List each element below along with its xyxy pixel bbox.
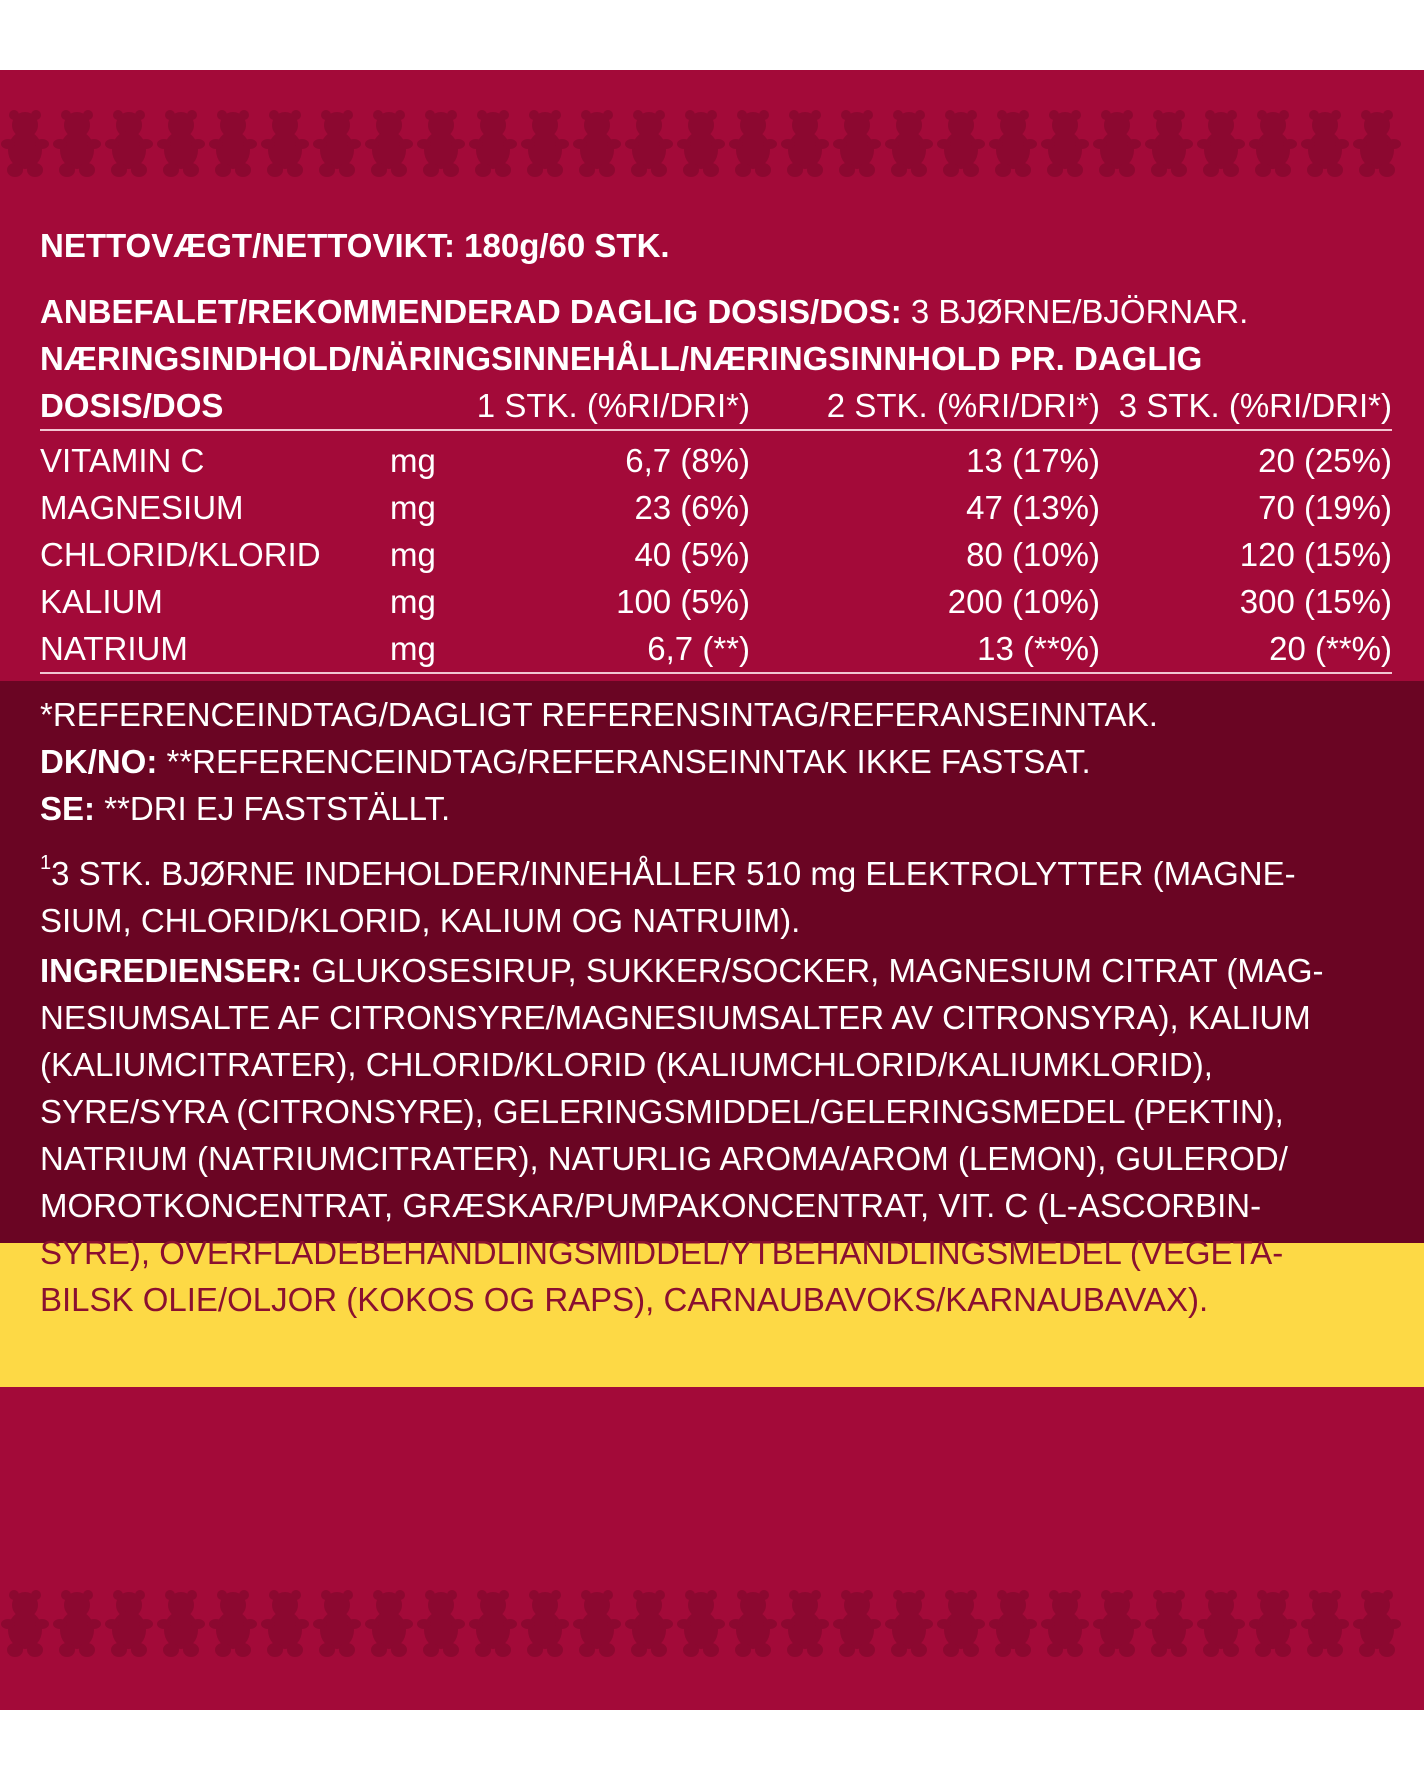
bear-pattern-top <box>0 90 1424 202</box>
bear-icon <box>885 1590 933 1657</box>
bear-icon <box>833 110 881 177</box>
bear-icon <box>625 1590 673 1657</box>
electrolytes-line: SIUM, CHLORID/KLORID, KALIUM OG NATRUIM). <box>40 902 801 939</box>
nutrient-name: NATRIUM <box>40 629 188 667</box>
bear-icon <box>989 110 1037 177</box>
bear-icon <box>625 110 673 177</box>
header-1-stk: 1 STK. (%RI/DRI*) <box>476 386 750 424</box>
bear-icon <box>365 1590 413 1657</box>
bear-icon <box>313 110 361 177</box>
bear-icon <box>417 1590 465 1657</box>
ingredients-line: NESIUMSALTE AF CITRONSYRE/MAGNESIUMSALTER AV CITRONSYRA), KALIUM <box>40 999 1311 1036</box>
value-1-stk: 100 (5%) <box>616 582 750 620</box>
daily-dose-value: 3 BJØRNE/BJÖRNAR. <box>910 293 1249 330</box>
bear-icon <box>1145 1590 1193 1657</box>
value-2-stk: 47 (13%) <box>966 488 1100 526</box>
bear-icon <box>417 110 465 177</box>
electrolytes-text: 3 STK. BJØRNE INDEHOLDER/INNEHÅLLER 510 mg ELEKTROLYTTER (MAGNE- <box>51 855 1296 892</box>
daily-dose-label: ANBEFALET/REKOMMENDERAD DAGLIG DOSIS/DOS: <box>40 293 902 330</box>
nutrient-name: VITAMIN C <box>40 441 205 479</box>
daily-dose <box>40 288 1392 335</box>
nutrition-header-row <box>40 382 1392 430</box>
bear-icon <box>53 1590 101 1657</box>
bear-icon <box>573 1590 621 1657</box>
bear-icon <box>677 1590 725 1657</box>
table-row <box>40 531 1392 578</box>
bear-icon <box>1249 1590 1297 1657</box>
ingredients-label: INGREDIENSER: <box>40 952 303 989</box>
ingredients-line: NATRIUM (NATRIUMCITRATER), NATURLIG AROMA/AROM (LEMON), GULEROD/ <box>40 1140 1288 1177</box>
label-panel <box>0 70 1424 1710</box>
nutrient-unit: mg <box>390 582 436 620</box>
bear-icon <box>1301 1590 1349 1657</box>
electrolytes-note <box>40 850 1392 944</box>
nutrient-unit: mg <box>390 629 436 667</box>
bear-icon <box>1 1590 49 1657</box>
bear-icon <box>53 110 101 177</box>
table-row <box>40 430 1392 484</box>
bear-icon <box>209 1590 257 1657</box>
bear-icon <box>989 1590 1037 1657</box>
bear-icon <box>157 1590 205 1657</box>
nutrient-unit: mg <box>390 488 436 526</box>
table-row <box>40 625 1392 673</box>
net-weight-label: NETTOVÆGT/NETTOVIKT: <box>40 227 455 264</box>
bear-icon <box>729 110 777 177</box>
footnote-se <box>40 785 1392 832</box>
bear-icon <box>469 1590 517 1657</box>
bear-icon <box>573 110 621 177</box>
header-dosis: DOSIS/DOS <box>40 386 224 424</box>
bear-icon <box>1353 110 1401 177</box>
bear-icon <box>1041 110 1089 177</box>
bear-icon <box>1 110 49 177</box>
bear-icon <box>261 110 309 177</box>
bear-icon <box>105 110 153 177</box>
value-2-stk: 13 (17%) <box>966 441 1100 479</box>
value-3-stk: 120 (15%) <box>1239 535 1392 573</box>
bear-icon <box>365 110 413 177</box>
ingredients-line: BILSK OLIE/OLJOR (KOKOS OG RAPS), CARNAUBAVOKS/KARNAUBAVAX). <box>40 1281 1209 1318</box>
ingredients-line: (KALIUMCITRATER), CHLORID/KLORID (KALIUMCHLORID/KALIUMKLORID), <box>40 1046 1213 1083</box>
nutrient-name: MAGNESIUM <box>40 488 244 526</box>
bear-icon <box>1249 110 1297 177</box>
bear-icon <box>781 110 829 177</box>
bear-icon <box>885 110 933 177</box>
ingredients-line: SYRE/SYRA (CITRONSYRE), GELERINGSMIDDEL/GELERINGSMEDEL (PEKTIN), <box>40 1093 1284 1130</box>
nutrient-unit: mg <box>390 441 436 479</box>
bear-icon <box>1093 110 1141 177</box>
header-3-stk: 3 STK. (%RI/DRI*) <box>1118 386 1392 424</box>
nutrient-name: KALIUM <box>40 582 163 620</box>
bear-icon <box>729 1590 777 1657</box>
net-weight <box>40 222 1392 269</box>
bear-icon <box>781 1590 829 1657</box>
table-row <box>40 484 1392 531</box>
bear-icon <box>521 1590 569 1657</box>
bear-pattern-bottom <box>0 1570 1424 1682</box>
bear-icon <box>1041 1590 1089 1657</box>
value-1-stk: 6,7 (**) <box>647 629 750 667</box>
table-row <box>40 578 1392 625</box>
footnote-dk-no <box>40 738 1392 785</box>
ingredients-line <box>40 947 1392 994</box>
nutrition-table <box>40 382 1392 674</box>
value-2-stk: 80 (10%) <box>966 535 1100 573</box>
ingredients-line: SYRE), OVERFLADEBEHANDLINGSMIDDEL/YTBEHANDLINGSMEDEL (VEGETA- <box>40 1234 1284 1271</box>
bear-icon <box>1197 110 1245 177</box>
bear-icon <box>313 1590 361 1657</box>
value-1-stk: 23 (6%) <box>634 488 750 526</box>
bear-icon <box>209 110 257 177</box>
bear-icon <box>469 110 517 177</box>
bear-icon <box>833 1590 881 1657</box>
header-2-stk: 2 STK. (%RI/DRI*) <box>826 386 1100 424</box>
nutrient-unit: mg <box>390 535 436 573</box>
bear-icon <box>105 1590 153 1657</box>
bear-icon <box>1353 1590 1401 1657</box>
bear-icon <box>521 110 569 177</box>
footnote-dk-no-label: DK/NO: <box>40 743 158 780</box>
ingredients-line: MOROTKONCENTRAT, GRÆSKAR/PUMPAKONCENTRAT, VIT. C (L-ASCORBIN- <box>40 1187 1262 1224</box>
nutrition-heading: NÆRINGSINDHOLD/NÄRINGSINNEHÅLL/NÆRINGSINNHOLD PR. DAGLIG <box>40 340 1203 377</box>
footnote-se-label: SE: <box>40 790 96 827</box>
value-2-stk: 200 (10%) <box>947 582 1100 620</box>
value-1-stk: 40 (5%) <box>634 535 750 573</box>
footnote-reference: *REFERENCEINDTAG/DAGLIGT REFERENSINTAG/REFERANSEINNTAK. <box>40 696 1158 733</box>
electrolytes-line <box>40 850 1392 897</box>
footnotes <box>40 691 1392 832</box>
bear-icon <box>937 110 985 177</box>
bear-icon <box>1197 1590 1245 1657</box>
footnote-marker: 1 <box>40 852 52 874</box>
bear-icon <box>937 1590 985 1657</box>
footnote-dk-no-text: **REFERENCEINDTAG/REFERANSEINNTAK IKKE FASTSAT. <box>166 743 1091 780</box>
value-3-stk: 300 (15%) <box>1239 582 1392 620</box>
value-1-stk: 6,7 (8%) <box>625 441 750 479</box>
ingredients <box>40 947 1392 1323</box>
bear-icon <box>1301 110 1349 177</box>
bear-icon <box>157 110 205 177</box>
value-3-stk: 20 (25%) <box>1258 441 1392 479</box>
value-3-stk: 70 (19%) <box>1258 488 1392 526</box>
bear-icon <box>677 110 725 177</box>
value-3-stk: 20 (**%) <box>1269 629 1392 667</box>
bear-icon <box>261 1590 309 1657</box>
nutrient-name: CHLORID/KLORID <box>40 535 321 573</box>
net-weight-value: 180g/60 STK. <box>464 227 670 264</box>
value-2-stk: 13 (**%) <box>977 629 1100 667</box>
ingredients-text: GLUKOSESIRUP, SUKKER/SOCKER, MAGNESIUM CITRAT (MAG- <box>311 952 1324 989</box>
footnote-se-text: **DRI EJ FASTSTÄLLT. <box>104 790 451 827</box>
bear-icon <box>1093 1590 1141 1657</box>
bear-icon <box>1145 110 1193 177</box>
